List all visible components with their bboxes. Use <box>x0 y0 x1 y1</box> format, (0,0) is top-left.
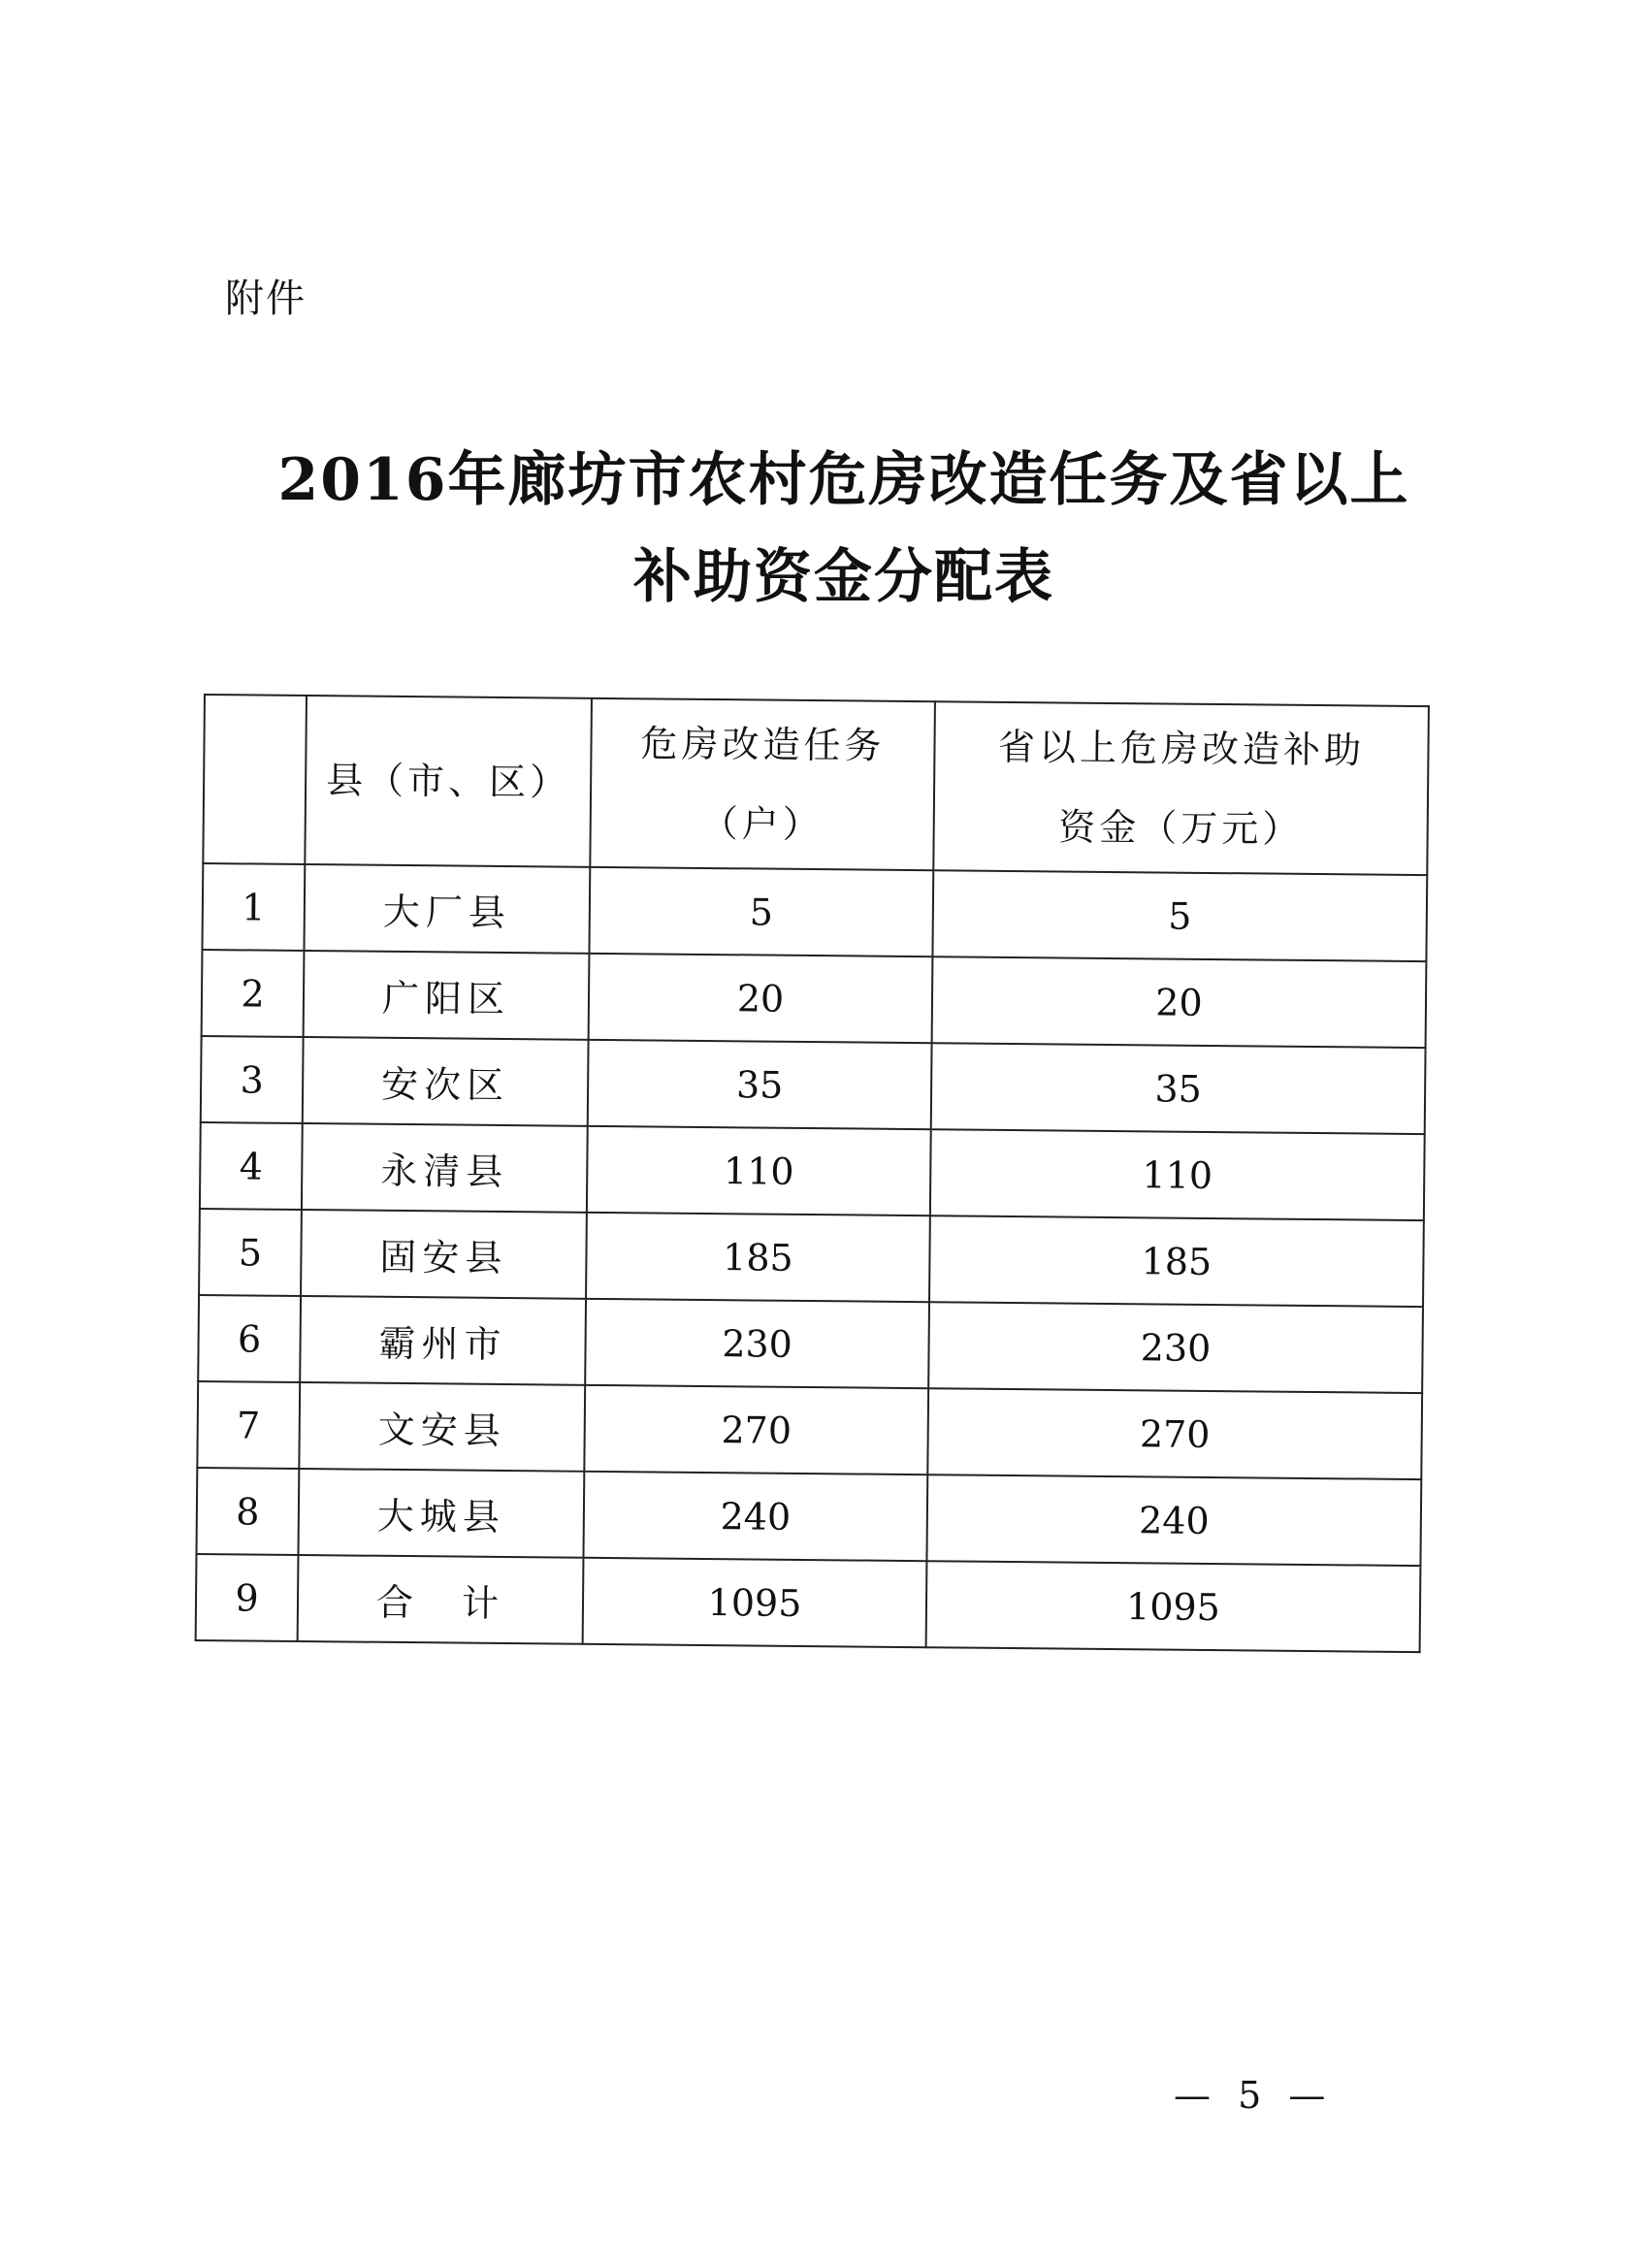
row-county: 霸州市 <box>300 1296 586 1385</box>
document-title-line-1: 2016年廊坊市农村危房改造任务及省以上 <box>277 446 1410 514</box>
header-tasks <box>590 698 935 870</box>
row-county: 安次区 <box>303 1037 589 1126</box>
row-funds: 270 <box>927 1388 1422 1479</box>
header-tasks-line-1: 危房改造任务 <box>640 722 886 767</box>
row-number: 6 <box>198 1295 301 1382</box>
allocation-table-container <box>195 694 1430 1653</box>
table-row-total <box>196 1554 1421 1652</box>
header-funds-line-1: 省以上危房改造补助 <box>997 725 1366 772</box>
table-row <box>202 863 1427 961</box>
allocation-table <box>195 694 1430 1653</box>
table-row <box>202 950 1427 1048</box>
table-row <box>199 1209 1424 1307</box>
row-tasks: 110 <box>587 1126 931 1215</box>
row-county: 文安县 <box>299 1382 585 1472</box>
row-funds: 185 <box>929 1215 1424 1307</box>
row-number: 8 <box>196 1468 299 1555</box>
row-county: 固安县 <box>301 1210 587 1299</box>
row-number: 5 <box>199 1209 302 1296</box>
row-tasks: 185 <box>586 1213 930 1302</box>
row-funds: 20 <box>932 956 1427 1048</box>
header-funds-line-2: 资金（万元） <box>1057 805 1304 851</box>
header-funds <box>933 701 1429 875</box>
row-number: 4 <box>200 1122 303 1210</box>
table-header-row <box>203 695 1429 875</box>
table-row <box>198 1295 1423 1393</box>
table-row <box>197 1381 1422 1479</box>
row-tasks: 35 <box>588 1040 932 1129</box>
row-number: 7 <box>197 1381 300 1469</box>
row-funds: 35 <box>931 1043 1426 1134</box>
row-funds: 1095 <box>926 1561 1421 1652</box>
attachment-label: 附件 <box>225 276 307 321</box>
row-number: 1 <box>202 863 305 951</box>
table-row <box>200 1122 1425 1220</box>
row-tasks: 240 <box>583 1472 927 1561</box>
row-number: 3 <box>201 1036 304 1123</box>
row-county: 广阳区 <box>304 951 590 1040</box>
row-funds: 230 <box>928 1302 1423 1393</box>
row-number: 9 <box>196 1554 299 1641</box>
row-funds: 110 <box>930 1129 1425 1220</box>
table-row <box>196 1468 1421 1566</box>
row-tasks: 20 <box>589 954 933 1043</box>
row-county: 永清县 <box>302 1123 588 1213</box>
row-county: 大厂县 <box>304 864 590 954</box>
row-funds: 240 <box>926 1474 1421 1566</box>
header-tasks-line-2: （户） <box>700 801 824 847</box>
document-title <box>233 432 1455 626</box>
row-tasks: 230 <box>585 1299 929 1388</box>
row-tasks: 5 <box>589 867 933 956</box>
row-funds: 5 <box>932 870 1427 961</box>
row-tasks: 270 <box>584 1385 928 1474</box>
table-row <box>201 1036 1426 1134</box>
row-county: 合 计 <box>298 1555 584 1644</box>
header-number <box>203 695 307 864</box>
document-title-line-2: 补助资金分配表 <box>633 543 1054 611</box>
row-number: 2 <box>202 950 305 1037</box>
row-tasks: 1095 <box>583 1558 927 1647</box>
page-number: — 5 — <box>1174 2074 1334 2117</box>
row-county: 大城县 <box>298 1469 584 1558</box>
header-county: 县（市、区） <box>305 696 592 867</box>
